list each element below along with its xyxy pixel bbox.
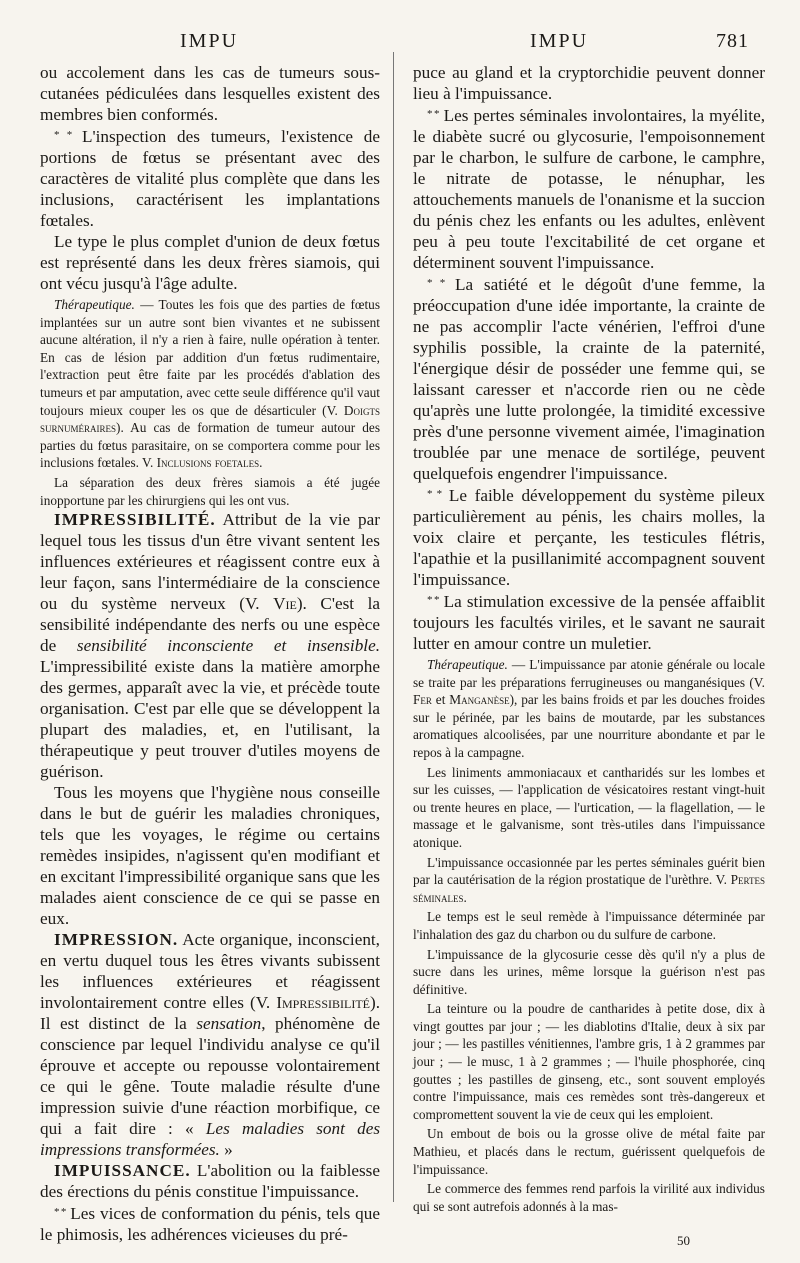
right-column (413, 62, 765, 1215)
entry: IMPRESSIBILITÉ. Attribut de la vie par lequel tous les tissus d'un être vivant sentent les influences extérieures et réagissent contre eux à leur façon, sans l'intermédiaire de la conscience ou du système nerveux (V. Vie). C'est la sensibilité indépendante des nerfs ou une espèce de sensibilité inconsciente et insensible. L'impressibilité existe dans la matière amorphe des germes, apparaît avec la vie, et précède toute organisation. C'est par elle que se développent la plupart des maladies, et, en l'utilisant, la thérapeutique y peut trouver d'utiles moyens de guérison. (40, 510, 381, 782)
paragraph: Tous les moyens que l'hygiène nous conseille dans le but de guérir les maladies chroniques, tels que les voyages, le régime ou certains remèdes insipides, n'agissent qu'en modifiant et en excitant l'impressibilité organique sans que les malades aient conscience de ce qui se passe en eux. (40, 783, 380, 929)
small-paragraph: L'impuissance occasionnée par les pertes séminales guérit bien par la cautérisation de la région prostatique de l'urèthre. V. Pertes séminales. (413, 854, 765, 905)
asterism-icon: * * (427, 488, 442, 500)
asterism-icon: * * (54, 1206, 66, 1219)
asterism-icon: * * (427, 108, 439, 120)
running-head-center: IMPU (530, 30, 589, 52)
therapeutics-note: Thérapeutique. — Toutes les fois que des parties de fœtus implantées sur un autre sont bien vivantes et ne subissent aucune altération, il n'y a rien à faire, nulle opération à tenter. En cas de lésion par addition d'un fœtus rudimentaire, l'extraction peut être faite par les procédés d'ablation des tumeurs et par amputation, avec cette seule différence qu'il vaut toujours mieux couper les os que de désarticuler (V. Doigts surnuméraires). Au cas de formation de tumeur autour des parties du fœtus parasitaire, on se comportera comme pour les inclusions fœtales. V. Inclusions foetales. (40, 297, 381, 471)
paragraph: ou accolement dans les cas de tumeurs sous-cutanées pédiculées dans lesquelles existent des membres bien conformés. (40, 63, 380, 124)
small-paragraph: Un embout de bois ou la grosse olive de métal faite par Mathieu, et placés dans le rectum, guérissent quelquefois de l'impuissance. (413, 1126, 765, 1177)
asterism-icon: * * (54, 129, 72, 141)
small-paragraph: Les liniments ammoniacaux et cantharidés sur les lombes et sur les cuisses, — l'application de vésicatoires restant vingt-huit ou trente heures en place, — l'urtication, — la flagellation, — le massage et le galvanisme, sont très-utiles dans l'impuissance atonique. (413, 764, 765, 850)
paragraph: * * La stimulation excessive de la pensée affaiblit toujours les facultés viriles, et le savant ne saurait lutter en amour contre un muletier. (413, 592, 765, 653)
paragraph: * * Les pertes séminales involontaires, la myélite, le diabète sucré ou glycosurie, l'empoisonnement par le charbon, le sulfure de carbone, le camphre, le nitrate de potasse, le nénuphar, les attouchements manuels de l'onanisme et la succion du pénis chez les enfants ou les adultes, enlèvent peu à peu toute l'excitabilité de cet organe et déterminent souvent l'impuissance. (413, 106, 766, 272)
small-paragraph: La séparation des deux frères siamois a été jugée inopportune par les chirurgiens qui les ont vus. (40, 474, 380, 508)
column-divider (393, 52, 394, 1202)
small-paragraph: L'impuissance de la glycosurie cesse dès qu'il n'y a plus de sucre dans les urines, même lorsque la guérison n'est pas définitive. (413, 946, 765, 997)
entry-term: IMPRESSION. (54, 930, 179, 950)
small-paragraph: Le commerce des femmes rend parfois la virilité aux individus qui se sont autrefois adonnés à la mas- (413, 1181, 765, 1214)
paragraph: * * Les vices de conformation du pénis, tels que le phimosis, les adhérences vicieuses du pré- (40, 1204, 380, 1245)
entry: IMPUISSANCE. L'abolition ou la faiblesse des érections du pénis constitue l'impuissance. (40, 1161, 380, 1202)
entry-term: IMPRESSIBILITÉ. (54, 510, 216, 530)
paragraph: * * La satiété et le dégoût d'une femme, la préoccupation d'une idée importante, la crainte de ne pas accomplir l'acte vénérien, l'effroi d'une syphilis possible, la crainte de la paternité, l'énergique désir de posséder une femme qui, se laissant caresser et n'accorde rien ou ne cède qu'après une lutte prolongée, la timidité excessive près d'une personne vivement aimée, l'imagination troublée par une menace de sortilége, peuvent quelquefois engendrer l'impuissance. (413, 275, 766, 483)
left-column (40, 62, 380, 1245)
small-paragraph: Le temps est le seul remède à l'impuissance déterminée par l'inhalation des gaz du charbon ou du sulfure de carbone. (413, 909, 765, 942)
page-number: 781 (716, 30, 749, 52)
paragraph: * * Le faible développement du système pileux particulièrement au pénis, les chairs molles, la voix claire et perçante, les testicules flétris, l'apathie et la pusillanimité accompagnent souvent l'impuissance. (413, 486, 766, 589)
small-paragraph: La teinture ou la poudre de cantharides à petite dose, dix à vingt gouttes par jour ; — les diablotins d'Italie, deux à six par jour ; — les pastilles vénitiennes, l'ambre gris, 1 à 2 grammes par jour ; — le musc, 1 à 2 grammes ; — l'huile phosphorée, cinq gouttes ; les pastilles de ginseng, etc., sont souvent employés contre l'impuissance, mais ces remèdes sont très-dangereux et compromettent souvent la vie de ceux qui les emploient. (413, 1001, 765, 1122)
signature-mark: 50 (677, 1233, 690, 1248)
entry-term: IMPUISSANCE. (54, 1161, 191, 1181)
running-head-left: IMPU (180, 30, 239, 52)
paragraph: * * L'inspection des tumeurs, l'existence de portions de fœtus se présentant avec des caractères de vitalité plus complète que dans les inclusions, caractérisent les implantations fœtales. (40, 127, 380, 230)
asterism-icon: * * (427, 594, 439, 606)
paragraph: Le type le plus complet d'union de deux fœtus est représenté dans les deux frères siamois, qui ont vécu jusqu'à l'âge adulte. (40, 232, 380, 293)
paragraph: puce au gland et la cryptorchidie peuvent donner lieu à l'impuissance. (413, 63, 765, 103)
asterism-icon: * * (427, 277, 445, 289)
therapeutics-note: Thérapeutique. — L'impuissance par atonie générale ou locale se traite par les préparations ferrugineuses ou manganésiques (V. Fer et Manganèse), par les bains froids et par les douches froides sur le périnée, par les bains de moutarde, par les substances aromatiques alcoolisées, par une nourriture abondante et par le repos à la campagne. (413, 657, 766, 760)
entry: IMPRESSION. Acte organique, inconscient, en vertu duquel tous les êtres vivants subissent les influences extérieures et réagissent involontairement contre elles (V. Impressibilité). Il est distinct de la sensation, phénomène de conscience par lequel l'individu analyse ce qu'il éprouve et accepte ou repousse volontairement ce qui le gêne. Toute maladie résulte d'une impression suivie d'une réaction morbifique, ce qui a fait dire : « Les maladies sont des impressions transformées. » (40, 930, 381, 1160)
